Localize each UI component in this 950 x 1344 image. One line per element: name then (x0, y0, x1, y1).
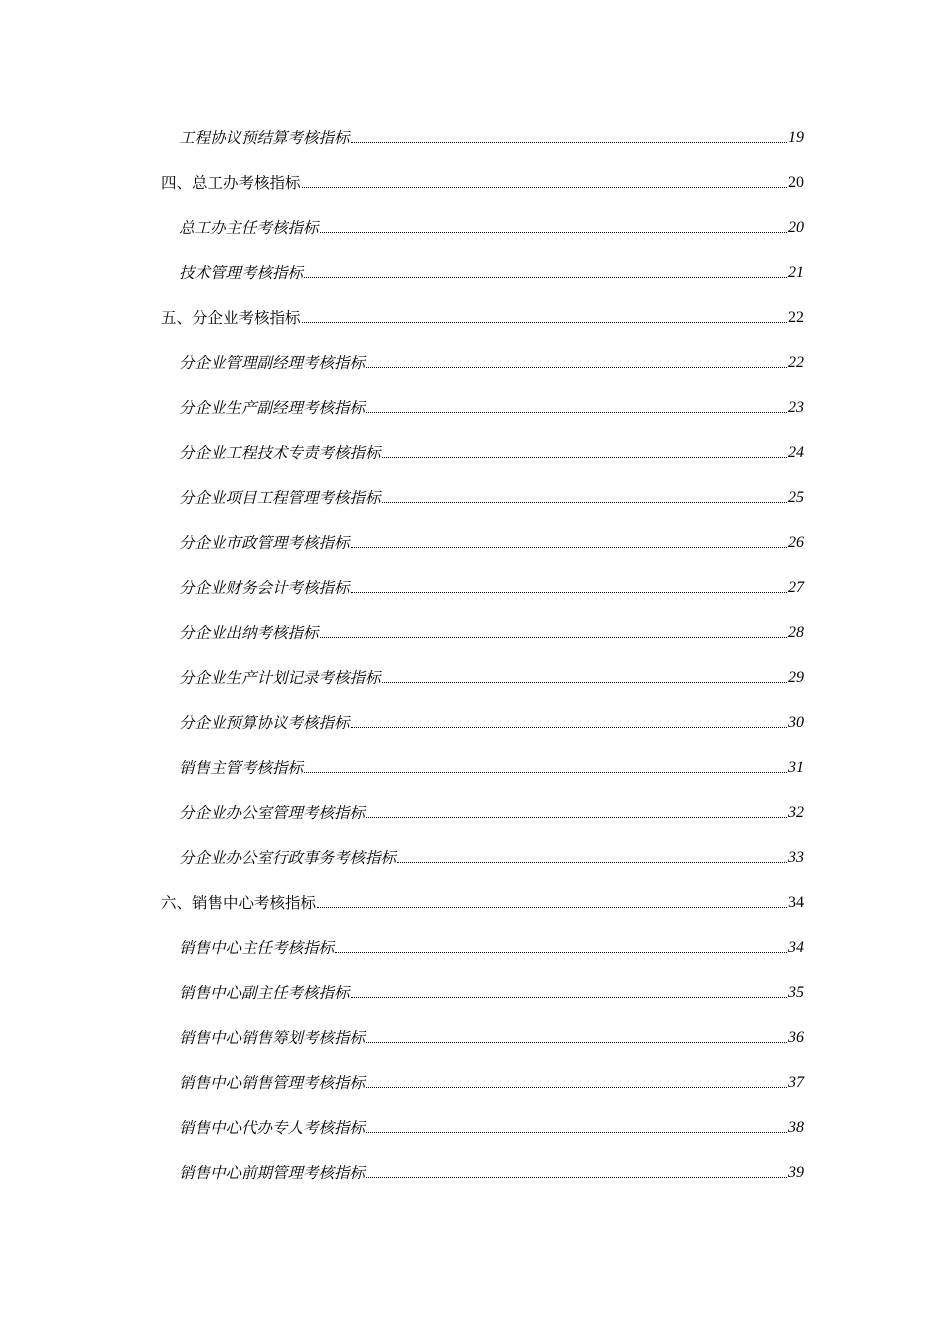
toc-entry[interactable] (179, 124, 804, 148)
toc-entry-title: 分企业办公室管理考核指标 (179, 804, 366, 822)
toc-entry-title: 销售中心销售管理考核指标 (179, 1074, 366, 1092)
toc-dot-leader (382, 457, 787, 458)
toc-entry-title: 六、销售中心考核指标 (161, 894, 317, 912)
toc-page-number: 25 (788, 489, 804, 506)
toc-page-number: 27 (788, 579, 804, 596)
toc-entry[interactable] (179, 1159, 804, 1183)
toc-entry[interactable] (179, 1114, 804, 1138)
toc-entry-title: 分企业管理副经理考核指标 (179, 354, 366, 372)
toc-page-number: 29 (788, 669, 804, 686)
toc-dot-leader (382, 502, 787, 503)
toc-dot-leader (366, 1177, 787, 1178)
toc-dot-leader (320, 232, 787, 233)
toc-entry-title: 技术管理考核指标 (179, 264, 304, 282)
toc-dot-leader (351, 142, 787, 143)
toc-entry-title: 工程协议预结算考核指标 (179, 129, 350, 147)
toc-page-number: 39 (788, 1164, 804, 1181)
toc-entry-title: 四、总工办考核指标 (161, 174, 301, 192)
toc-entry[interactable] (161, 889, 804, 913)
toc-dot-leader (366, 1087, 787, 1088)
toc-entry-title: 分企业生产计划记录考核指标 (179, 669, 381, 687)
toc-page-number: 37 (788, 1074, 804, 1091)
toc-entry[interactable] (179, 1024, 804, 1048)
toc-page-number: 30 (788, 714, 804, 731)
toc-dot-leader (351, 727, 787, 728)
toc-entry[interactable] (179, 439, 804, 463)
toc-entry-title: 分企业项目工程管理考核指标 (179, 489, 381, 507)
toc-entry-title: 分企业市政管理考核指标 (179, 534, 350, 552)
toc-entry[interactable] (179, 394, 804, 418)
toc-entry-title: 分企业出纳考核指标 (179, 624, 319, 642)
toc-entry[interactable] (179, 934, 804, 958)
toc-page-number: 26 (788, 534, 804, 551)
toc-page-number: 33 (788, 849, 804, 866)
toc-dot-leader (302, 322, 787, 323)
toc-entry-title: 销售中心销售筹划考核指标 (179, 1029, 366, 1047)
toc-entry[interactable] (179, 529, 804, 553)
toc-dot-leader (366, 367, 787, 368)
toc-dot-leader (366, 1042, 787, 1043)
toc-entry-title: 五、分企业考核指标 (161, 309, 301, 327)
toc-page-number: 34 (788, 939, 804, 956)
toc-entry[interactable] (179, 349, 804, 373)
toc-page-number: 21 (788, 264, 804, 281)
toc-page-number: 22 (788, 354, 804, 371)
toc-entry-title: 销售主管考核指标 (179, 759, 304, 777)
toc-page-number: 24 (788, 444, 804, 461)
toc-entry[interactable] (179, 259, 804, 283)
toc-page-number: 20 (788, 219, 804, 236)
toc-entry-title: 分企业工程技术专责考核指标 (179, 444, 381, 462)
toc-page-number: 20 (788, 174, 804, 191)
toc-page-number: 19 (788, 129, 804, 146)
toc-page-number: 34 (788, 894, 804, 911)
toc-entry-title: 分企业生产副经理考核指标 (179, 399, 366, 417)
toc-entry[interactable] (179, 664, 804, 688)
toc-page-number: 28 (788, 624, 804, 641)
toc-dot-leader (351, 547, 787, 548)
toc-page-number: 22 (788, 309, 804, 326)
toc-entry[interactable] (179, 844, 804, 868)
toc-entry-title: 销售中心前期管理考核指标 (179, 1164, 366, 1182)
toc-entry[interactable] (179, 709, 804, 733)
toc-page-number: 35 (788, 984, 804, 1001)
toc-dot-leader (382, 682, 787, 683)
toc-dot-leader (351, 592, 787, 593)
toc-entry[interactable] (179, 754, 804, 778)
toc-dot-leader (366, 1132, 787, 1133)
toc-page-number: 31 (788, 759, 804, 776)
toc-dot-leader (397, 862, 787, 863)
toc-entry-title: 销售中心主任考核指标 (179, 939, 335, 957)
toc-page-number: 38 (788, 1119, 804, 1136)
toc-dot-leader (351, 997, 787, 998)
toc-entry[interactable] (179, 214, 804, 238)
toc-entry-title: 总工办主任考核指标 (179, 219, 319, 237)
toc-dot-leader (335, 952, 787, 953)
toc-entry-title: 销售中心代办专人考核指标 (179, 1119, 366, 1137)
toc-entry-title: 分企业办公室行政事务考核指标 (179, 849, 397, 867)
toc-entry[interactable] (161, 304, 804, 328)
toc-dot-leader (302, 187, 787, 188)
toc-dot-leader (304, 772, 787, 773)
toc-dot-leader (317, 907, 787, 908)
toc-entry[interactable] (179, 799, 804, 823)
toc-dot-leader (366, 412, 787, 413)
toc-entry-title: 分企业财务会计考核指标 (179, 579, 350, 597)
toc-entry[interactable] (179, 574, 804, 598)
toc-page-number: 32 (788, 804, 804, 821)
toc-entry-title: 销售中心副主任考核指标 (179, 984, 350, 1002)
toc-entry[interactable] (179, 1069, 804, 1093)
toc-entry[interactable] (161, 169, 804, 193)
toc-dot-leader (304, 277, 787, 278)
toc-page-number: 23 (788, 399, 804, 416)
toc-entry[interactable] (179, 979, 804, 1003)
toc-dot-leader (320, 637, 787, 638)
toc-entry[interactable] (179, 619, 804, 643)
toc-entry-title: 分企业预算协议考核指标 (179, 714, 350, 732)
toc-dot-leader (366, 817, 787, 818)
toc-page-number: 36 (788, 1029, 804, 1046)
toc-entry[interactable] (179, 484, 804, 508)
